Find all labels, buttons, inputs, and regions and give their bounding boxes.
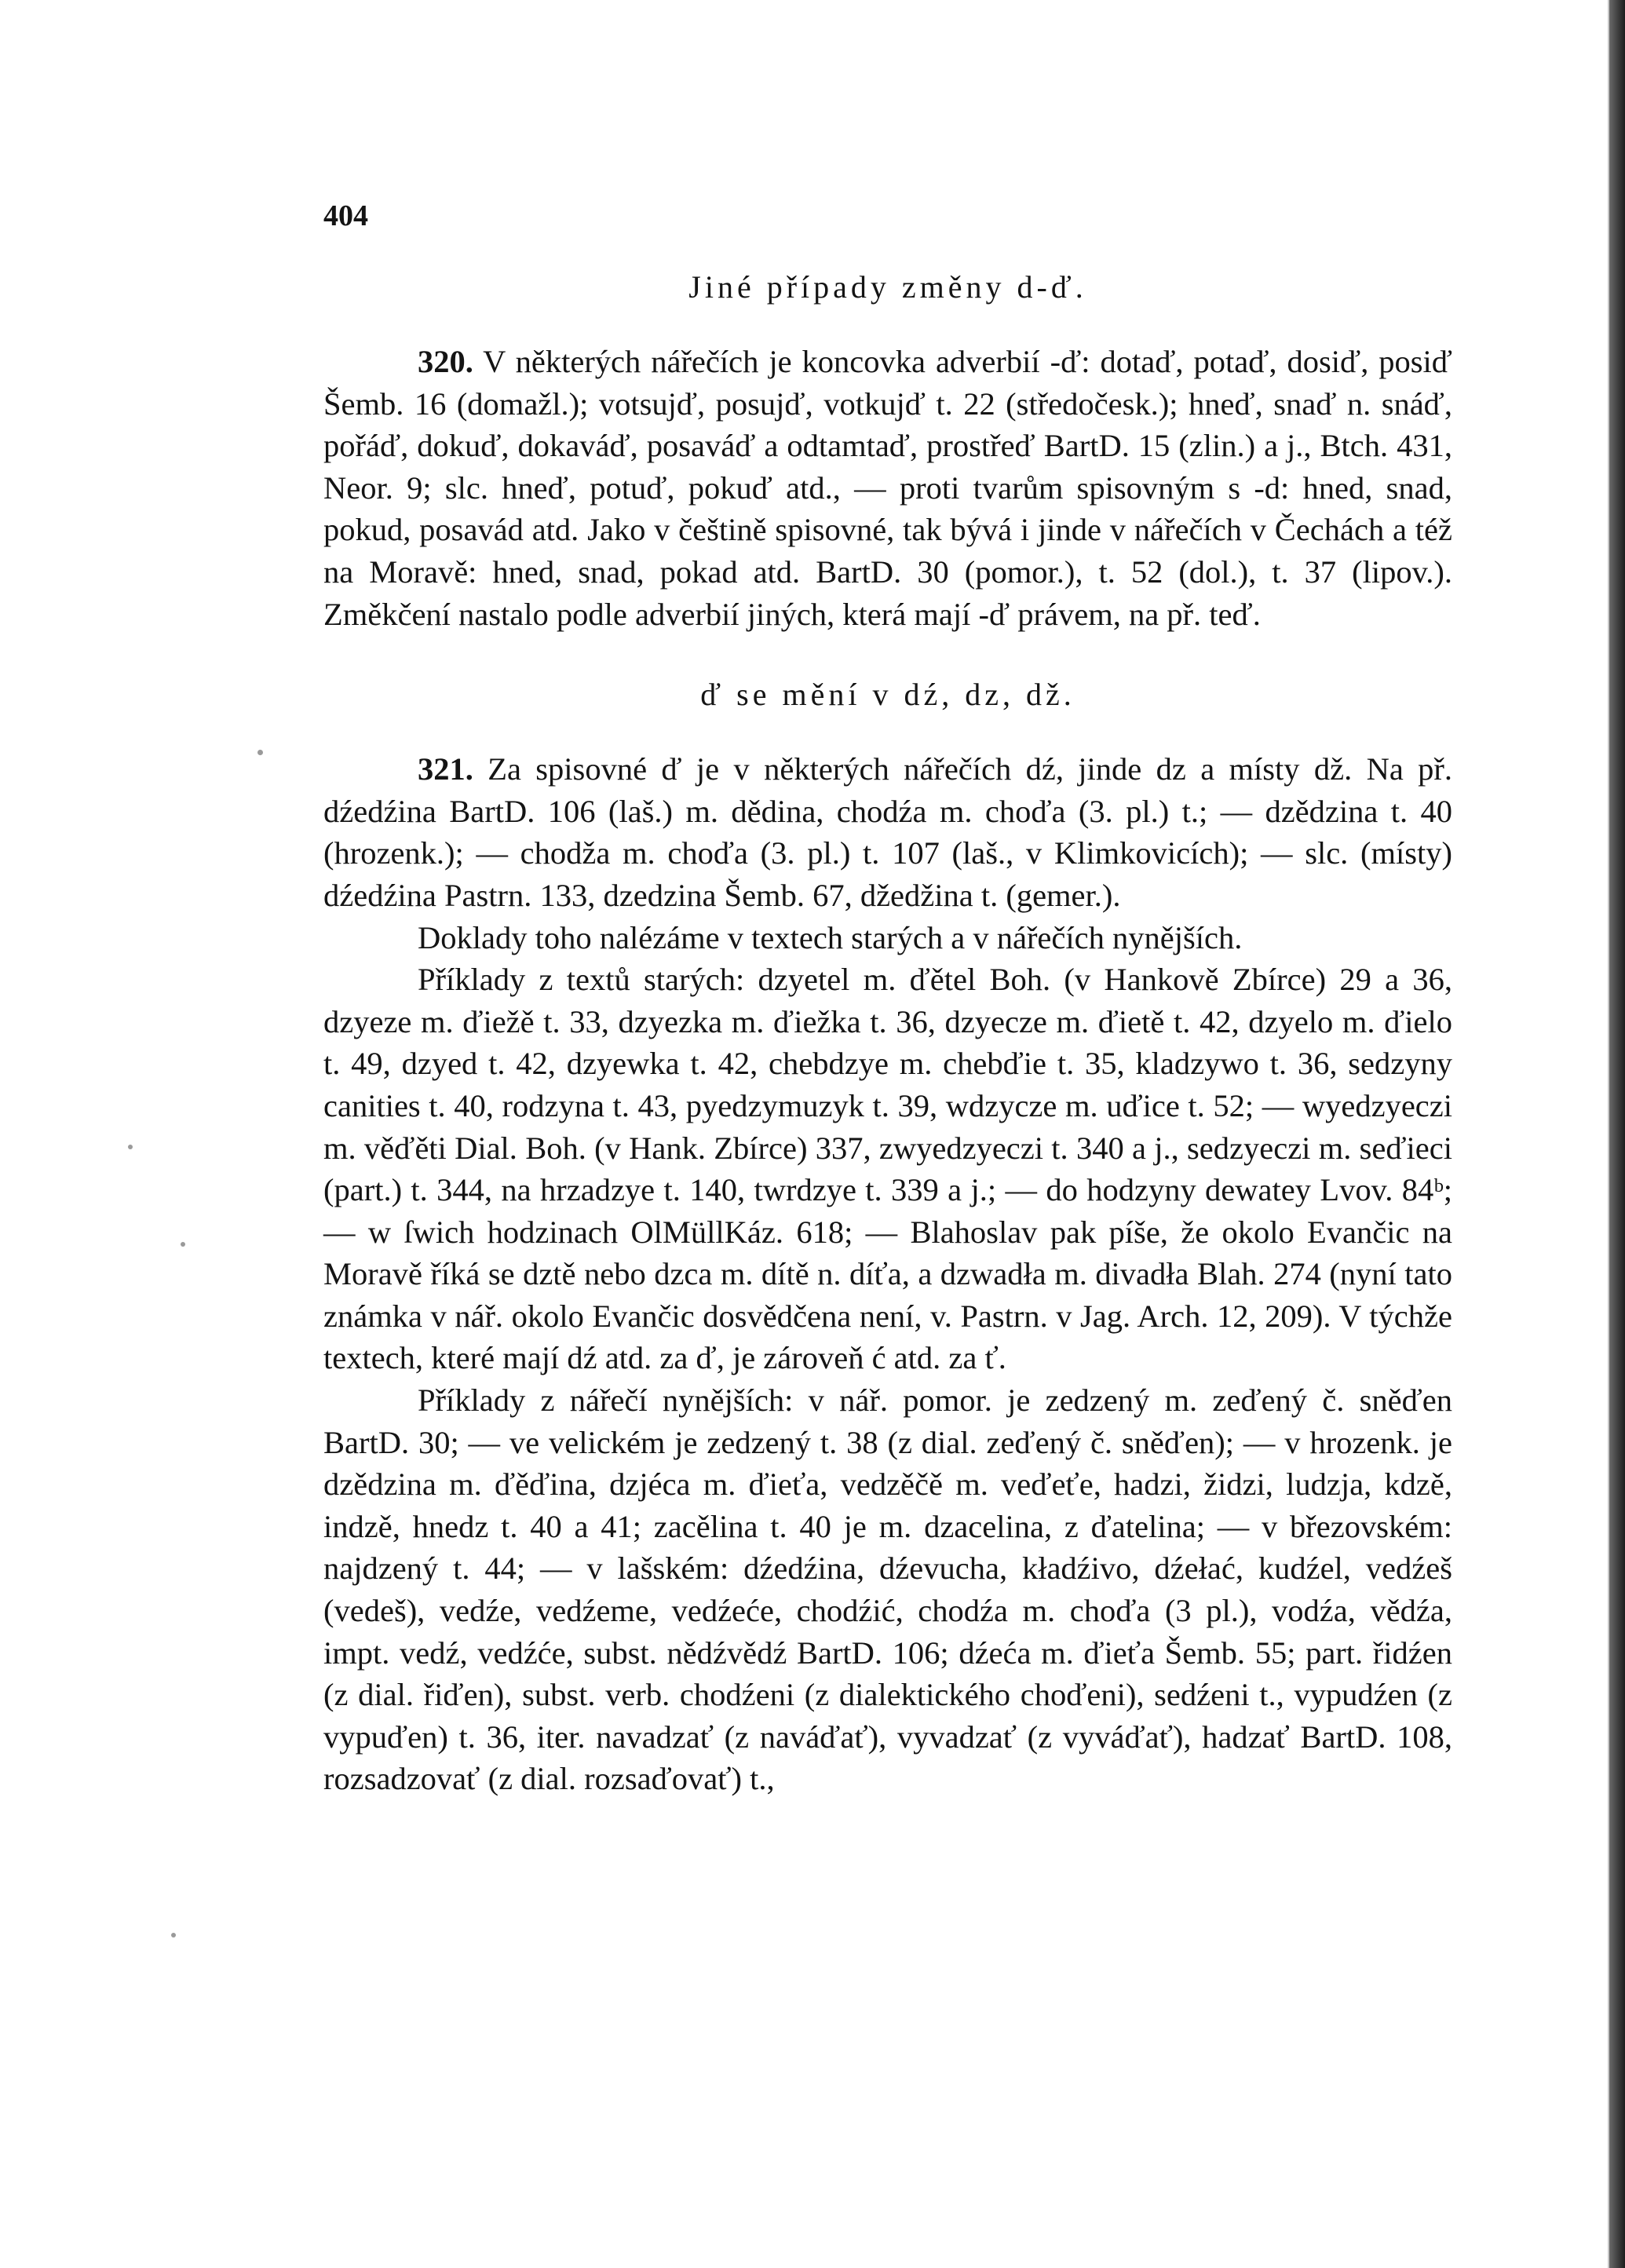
paragraph-321-text: Za spisovné ď je v některých nářečích dź, jinde dz a místy dž. Na př. dźedźina BartD. 106 (laš.) m. dědina, chodźa m. choďa (3. pl.) t.; — dzědzina t. 40 (hrozenk.); — chodža m. choďa (3. pl.) t. 107 (laš., v Klimkovicích); — slc. (místy) dźedźina Pastrn. 133, dzedzina Šemb. 67, džedžina t. (gemer.).: [323, 751, 1453, 913]
paragraph-321: [323, 748, 1452, 916]
page-number: 404: [323, 199, 368, 232]
paragraph-320: [323, 341, 1452, 635]
page-edge-shadow: [1609, 0, 1625, 2268]
scan-speck: [181, 1242, 185, 1247]
paragraph-doklady: Doklady toho nalézáme v textech starých a v nářečích nynějších.: [418, 919, 1243, 955]
scan-speck: [257, 750, 263, 755]
section-heading-d-changes-to-dz: ď se mění v dź, dz, dž.: [700, 677, 1075, 713]
section-heading-de-changes: Jiné případy změny d-ď.: [688, 269, 1087, 305]
section-number-320: 320.: [418, 344, 473, 379]
paragraph-current-dialects-examples: Příklady z nářečí nynějších: v nář. pomor. je zedzený m. zeďený č. sněďen BartD. 30; — ve velickém je zedzený t. 38 (z dial. zeďený č. sněďen); — v hrozenk. je dzědzina m. ďěďina, dzjéca m. ďieťa, vedzěčě m. veďeťe, hadzi, židzi, ludzja, kdzě, indzě, hnedz t. 40 a 41; zacělina t. 40 je m. dzacelina, z ďatelina; — v březovském: najdzený t. 44; — v lašském: dźedźina, dźevucha, kładźivo, dźełać, kudźel, vedźeš (vedeš), vedźe, vedźeme, vedźeće, chodźić, chodźa m. choďa (3 pl.), vodźa, vědźa, impt. vedź, vedźće, subst. nědźvědź BartD. 106; dźeća m. ďieťa Šemb. 55; part. řidźen (z dial. řiďen), subst. verb. chodźeni (z dialektického choďeni), sedźeni t., vypudźen (z vypuďen) t. 36, iter. navadzať (z naváďať), vyvadzať (z vyváďať), hadzať BartD. 108, rozsadzovať (z dial. rozsaďovať) t.,: [323, 1382, 1452, 1797]
page-content: [323, 196, 1452, 1800]
paragraph-320-text: V některých nářečích je koncovka adverbií -ď: dotaď, potaď, dosiď, posiď Šemb. 16 (domažl.); votsujď, posujď, votkujď t. 22 (středočesk.); hneď, snaď n. snáď, pořáď, dokuď, dokaváď, posaváď a odtamtaď, prostřeď BartD. 15 (zlin.) a j., Btch. 431, Neor. 9; slc. hneď, potuď, pokuď atd., — proti tvarům spisovným s -d: hned, snad, pokud, posavád atd. Jako v češtině spisovné, tak bývá i jinde v nářečích v Čechách a též na Moravě: hned, snad, pokad atd. BartD. 30 (pomor.), t. 52 (dol.), t. 37 (lipov.). Změkčení nastalo podle adverbií jiných, která mají -ď právem, na př. teď.: [323, 344, 1452, 632]
section-number-321: 321.: [418, 751, 473, 787]
paragraph-old-texts-examples: Příklady z textů starých: dzyetel m. ďětel Boh. (v Hankově Zbírce) 29 a 36, dzyeze m. ďiežě t. 33, dzyezka m. ďiežka t. 36, dzyecze m. ďietě t. 42, dzyelo m. ďielo t. 49, dzyed t. 42, dzyewka t. 42, chebdzye m. chebďie t. 35, kladzywo t. 36, sedzyny canities t. 40, rodzyna t. 43, pyedzymuzyk t. 39, wdzycze m. uďice t. 52; — wyedzyeczi m. věďěti Dial. Boh. (v Hank. Zbírce) 337, zwyedzyeczi t. 340 a j., sedzyeczi m. seďieci (part.) t. 344, na hrzadzye t. 140, twrdzye t. 339 a j.; — do hodzyny dewatey Lvov. 84ᵇ; — w ſwich hodzinach OlMüllKáz. 618; — Blahoslav pak píše, že okolo Evančic na Moravě říká se dztě nebo dzca m. dítě n. díťa, a dzwadła m. divadła Blah. 274 (nyní tato známka v nář. okolo Evančic dosvědčena není, v. Pastrn. v Jag. Arch. 12, 209). V týchže textech, které mají dź atd. za ď, je zároveň ć atd. za ť.: [323, 962, 1452, 1376]
scan-speck: [171, 1933, 176, 1937]
scan-speck: [128, 1145, 133, 1149]
